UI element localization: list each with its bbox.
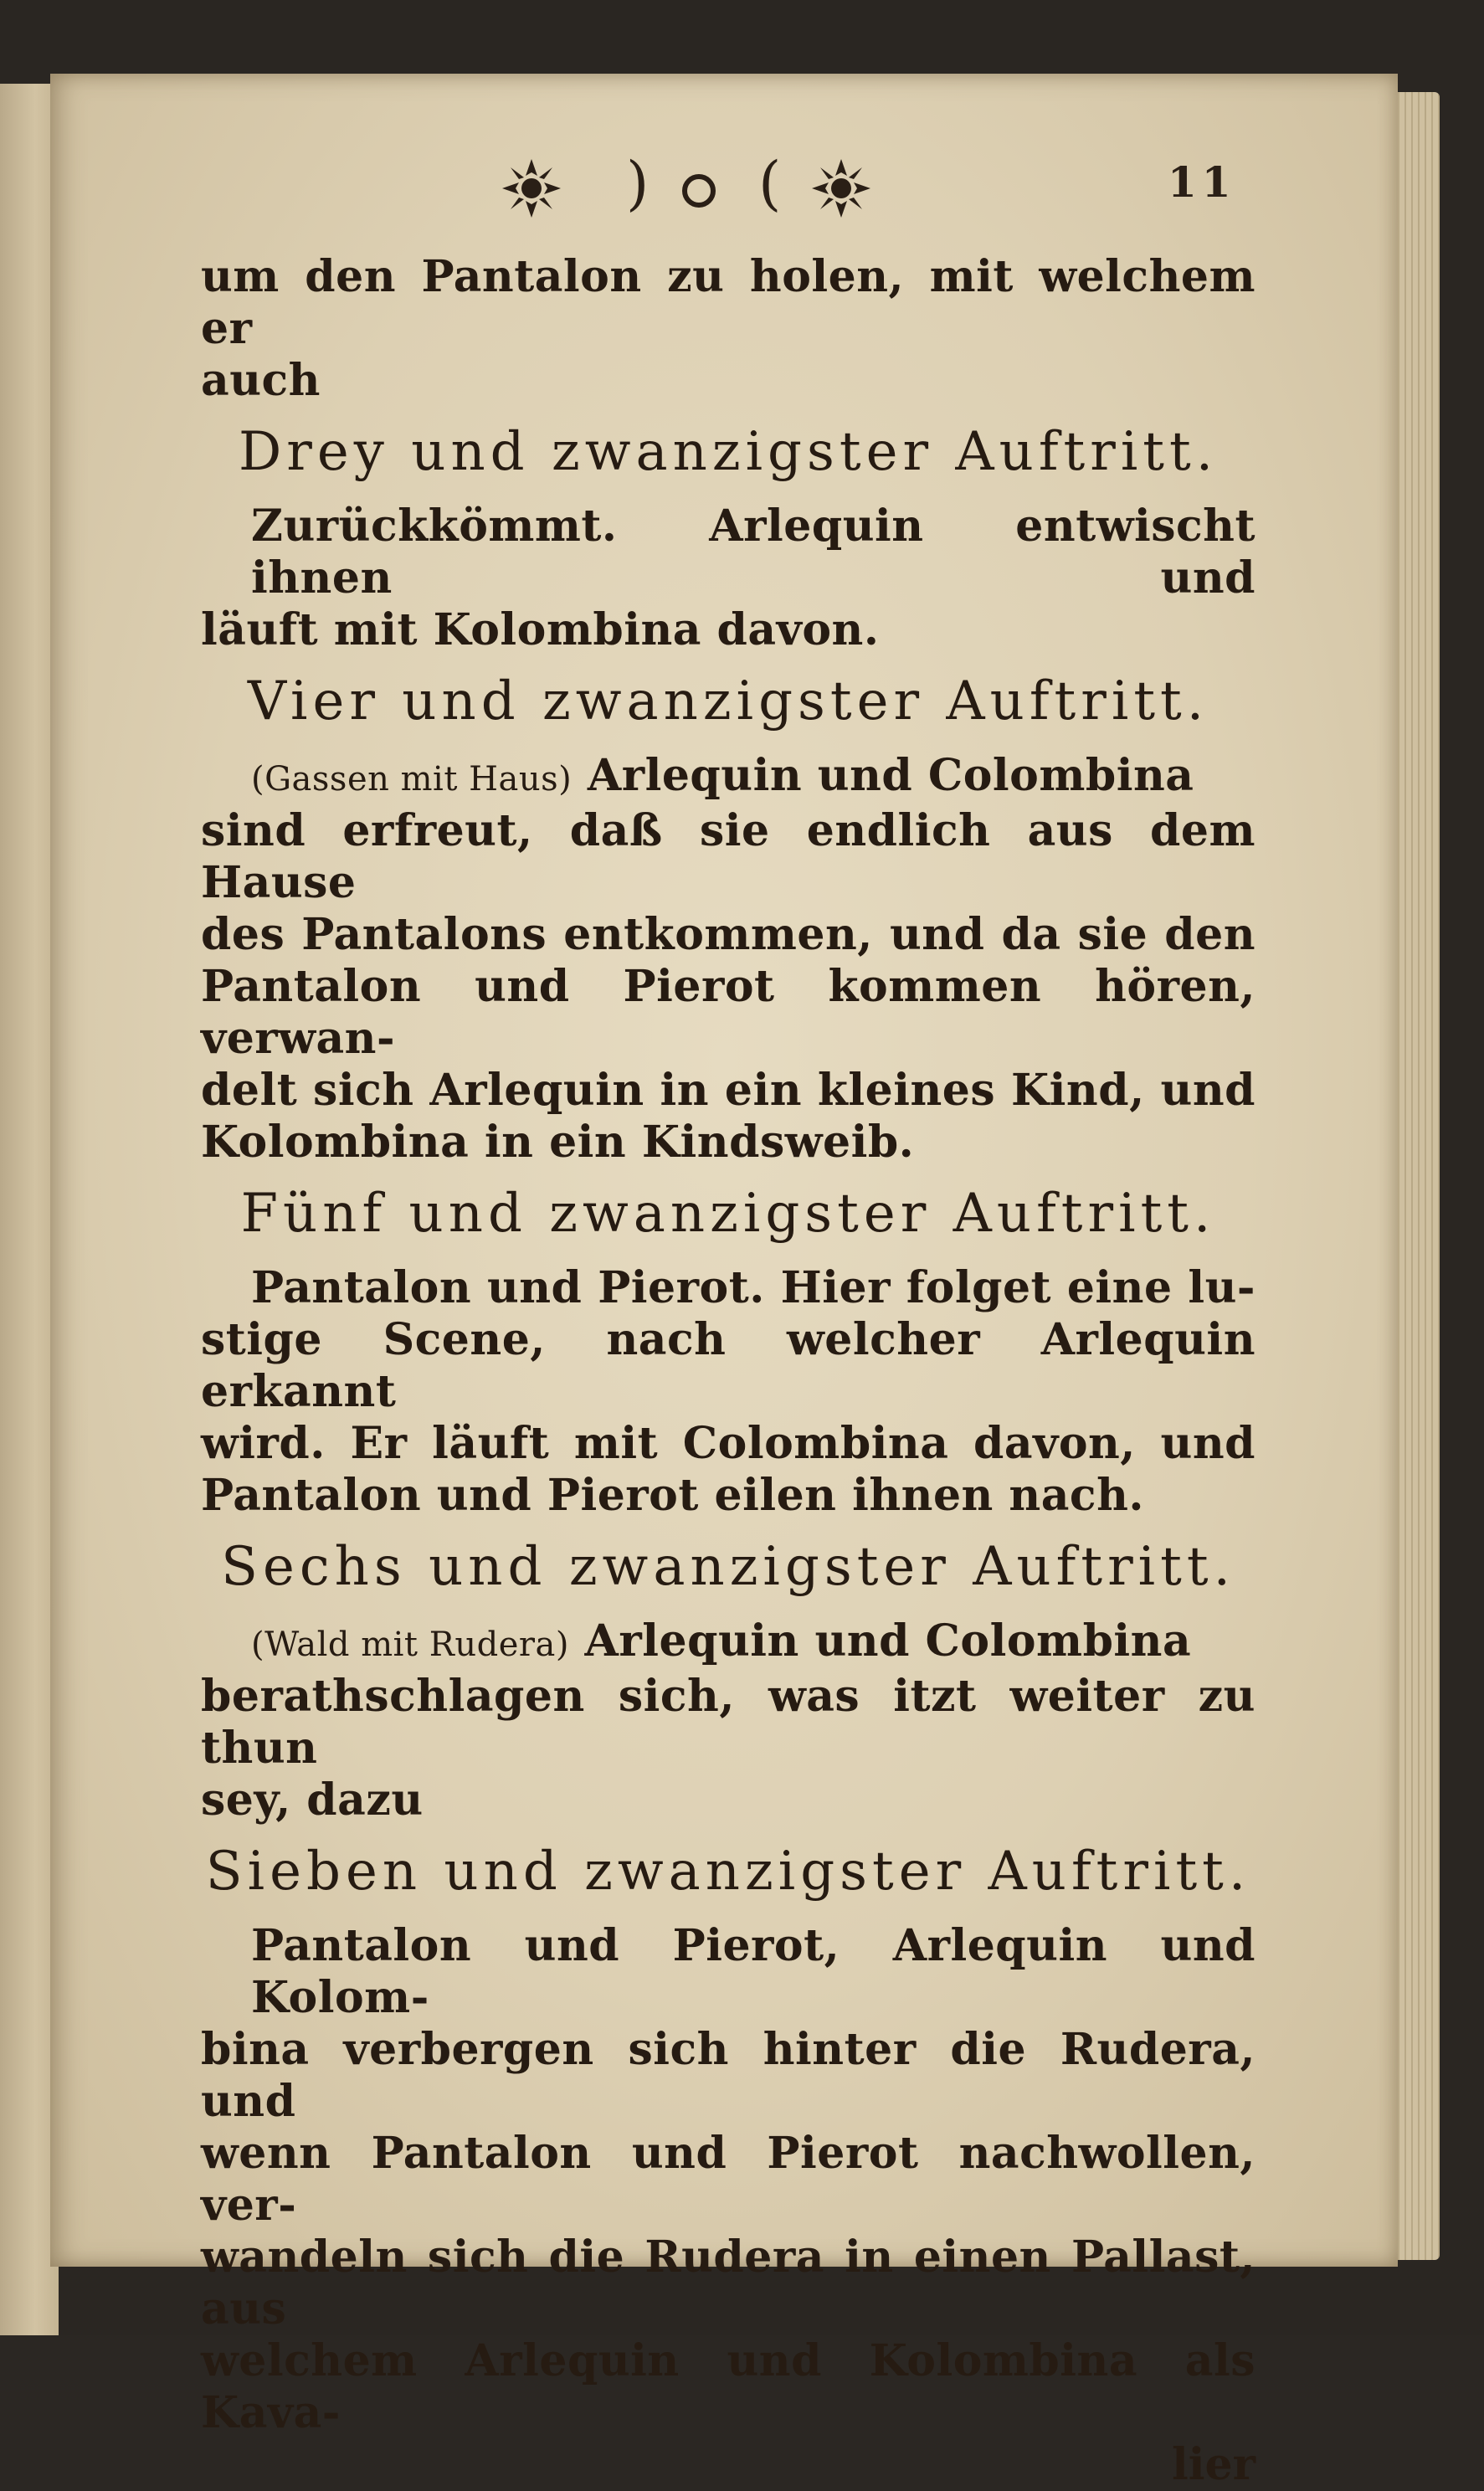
- header-circle-ornament: [682, 174, 716, 208]
- text-line: Kolombina in ein Kindsweib.: [201, 1117, 915, 1168]
- scene-heading: Sechs und zwanzigster Auftritt.: [221, 1536, 1235, 1598]
- scene-25: [201, 1184, 1255, 1522]
- scene-27: [201, 1841, 1255, 2439]
- scene-heading: Fünf und zwanzigster Auftritt.: [240, 1183, 1216, 1245]
- stage-direction: (Gassen mit Haus): [251, 760, 573, 799]
- text-line: [201, 750, 1255, 805]
- text-line: des Pantalons entkommen, und da sie den: [201, 909, 1255, 960]
- page-header: [0, 151, 1484, 226]
- scene-heading: Vier und zwanzigster Auftritt.: [247, 670, 1209, 732]
- scene-heading: Sieben und zwanzigster Auftritt.: [205, 1841, 1251, 1903]
- text-line: Pantalon und Pierot. Hier folget eine lu-: [251, 1262, 1255, 1313]
- fleuron-ornament-icon: [804, 151, 879, 226]
- text-line: stige Scene, nach welcher Arlequin erkannt: [201, 1314, 1255, 1417]
- text-line: delt sich Arlequin in ein kleines Kind, und: [201, 1065, 1255, 1116]
- text-line-rest: Arlequin und Colombina: [572, 750, 1194, 801]
- text-line: läuft mit Kolombina davon.: [201, 604, 880, 655]
- text-line: Zurückkömmt. Arlequin entwischt ihnen und: [251, 501, 1255, 603]
- text-line: auch: [201, 355, 321, 406]
- catchword: lier: [1172, 2439, 1255, 2490]
- continuation-paragraph: [201, 251, 1255, 407]
- header-bracket-right: (: [758, 149, 782, 218]
- text-line: Pantalon und Pierot eilen ihnen nach.: [201, 1470, 1145, 1521]
- text-line: Pantalon und Pierot kommen hören, verwan-: [201, 961, 1255, 1064]
- page-number: 11: [1168, 157, 1236, 207]
- text-line: um den Pantalon zu holen, mit welchem er: [201, 251, 1255, 354]
- scene-26: [201, 1537, 1255, 1826]
- text-line: bina verbergen sich hinter die Rudera, und: [201, 2024, 1255, 2127]
- text-line: Pantalon und Pierot, Arlequin und Kolom-: [251, 1920, 1255, 2023]
- text-line: wird. Er läuft mit Colombina davon, und: [201, 1418, 1255, 1469]
- scene-24: [201, 671, 1255, 1168]
- header-bracket-left: ): [626, 149, 650, 218]
- text-line: wenn Pantalon und Pierot nachwollen, ver-: [201, 2128, 1255, 2231]
- page-body: [201, 251, 1255, 2491]
- text-line: [201, 1615, 1255, 1671]
- fleuron-ornament-icon: [494, 151, 569, 226]
- scene-23: [201, 422, 1255, 656]
- text-line: welchem Arlequin und Kolombina als Kava-: [201, 2335, 1255, 2438]
- text-line: berathschlagen sich, was itzt weiter zu thun: [201, 1671, 1255, 1774]
- text-line-rest: Arlequin und Colombina: [568, 1615, 1192, 1667]
- text-line: sey, dazu: [201, 1775, 424, 1826]
- text-line: sind erfreut, daß sie endlich aus dem Hause: [201, 805, 1255, 908]
- scene-heading: Drey und zwanzigster Auftritt.: [238, 421, 1219, 483]
- text-line: wandeln sich die Rudera in einen Pallast, aus: [201, 2232, 1255, 2334]
- stage-direction: (Wald mit Rudera): [251, 1626, 569, 1664]
